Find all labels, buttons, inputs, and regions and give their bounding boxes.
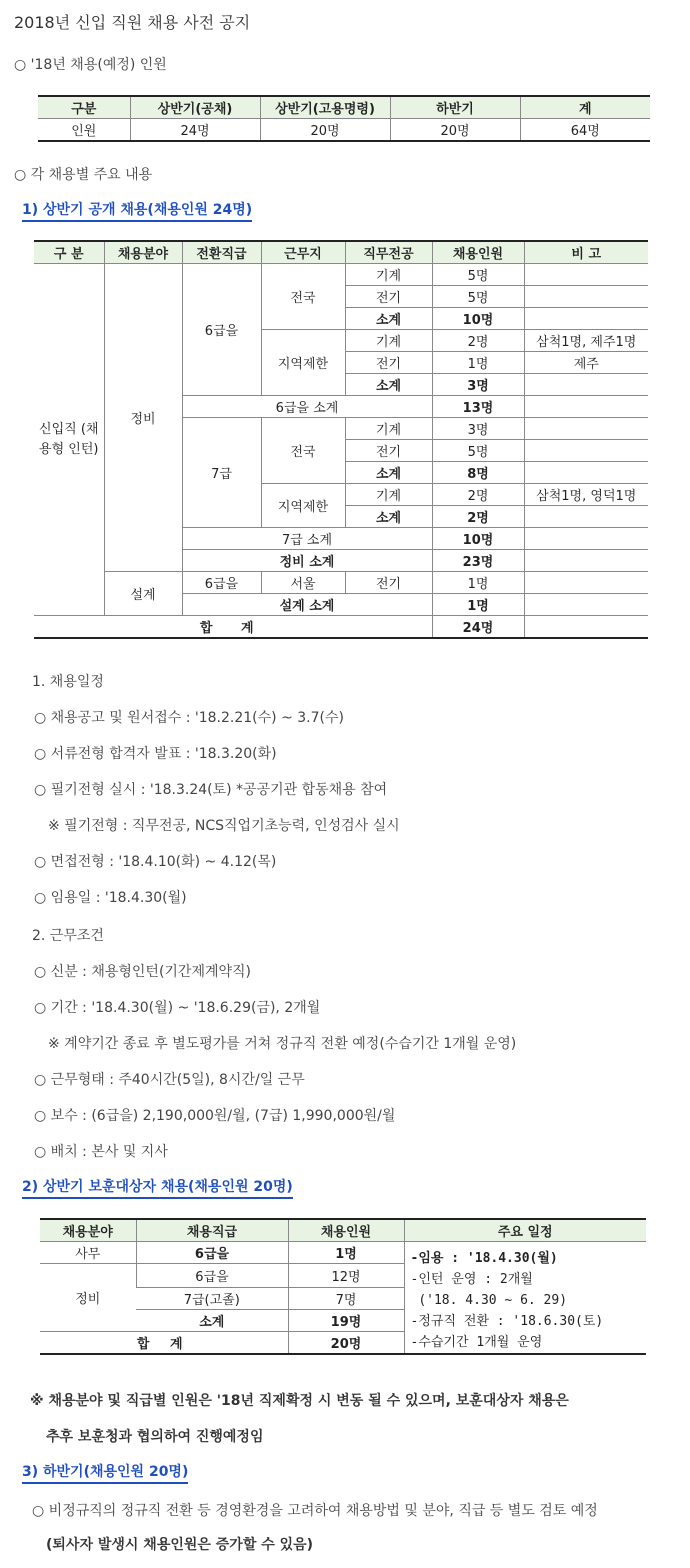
cell-count: 3명 bbox=[432, 418, 524, 440]
schedule-item: -정규직 전환 : '18.6.30(토) bbox=[410, 1314, 604, 1329]
cell-count: 5명 bbox=[432, 264, 524, 286]
condition-line: ○ 배치 : 본사 및 지사 bbox=[34, 1144, 168, 1160]
cell-grand-total: 24명 bbox=[432, 616, 524, 639]
cell-count: 10명 bbox=[432, 528, 524, 550]
cell-mech: 기계 bbox=[345, 330, 432, 352]
cell-schedule bbox=[404, 1242, 646, 1355]
cell-mech: 기계 bbox=[345, 418, 432, 440]
cell-label: 인원 bbox=[38, 119, 130, 142]
cell-count: 1명 bbox=[432, 352, 524, 374]
cell-design-subtotal: 설계 소계 bbox=[182, 594, 432, 616]
cell-count: 10명 bbox=[432, 308, 524, 330]
cell-total: 64명 bbox=[520, 119, 650, 142]
cell-count: 2명 bbox=[432, 506, 524, 528]
conditions-heading: 2. 근무조건 bbox=[32, 928, 104, 944]
cell-note bbox=[524, 374, 648, 396]
schedule-item: -임용 : '18.4.30(월) bbox=[410, 1251, 558, 1266]
th-first-half-open: 상반기(공채) bbox=[130, 96, 260, 119]
cell-count: 1명 bbox=[288, 1242, 404, 1264]
second-half-line: ○ 비정규직의 정규직 전환 등 경영환경을 고려하여 채용방법 및 분야, 직급 등 별도 검토 예정 bbox=[32, 1503, 598, 1519]
schedule-note: ※ 필기전형 : 직무전공, NCS직업기초능력, 인성검사 실시 bbox=[48, 818, 400, 834]
cell-subtotal: 소계 bbox=[345, 374, 432, 396]
cell-mech: 기계 bbox=[345, 484, 432, 506]
note-line: ※ 채용분야 및 직급별 인원은 '18년 직제확정 시 변동 될 수 있으며, 보훈대상자 채용은 bbox=[30, 1393, 569, 1409]
cell-count: 5명 bbox=[432, 286, 524, 308]
heading-veteran-recruit: 2) 상반기 보훈대상자 채용(채용인원 20명) bbox=[22, 1177, 293, 1199]
cell-subtotal: 소계 bbox=[136, 1310, 288, 1332]
cell-grade7: 7급(고졸) bbox=[136, 1288, 288, 1310]
cell-elec: 전기 bbox=[345, 572, 432, 594]
cell-jeongbi: 정비 bbox=[40, 1264, 136, 1332]
cell-grade6: 6급을 bbox=[136, 1242, 288, 1264]
veteran-recruit-table bbox=[40, 1218, 646, 1355]
cell-note: 삼척1명, 영덕1명 bbox=[524, 484, 648, 506]
th-count: 채용인원 bbox=[432, 241, 524, 264]
cell-jeongbi-subtotal: 정비 소계 bbox=[182, 550, 432, 572]
cell-note bbox=[524, 462, 648, 484]
th-grade: 채용직급 bbox=[136, 1219, 288, 1242]
cell-first-half-order: 20명 bbox=[260, 119, 390, 142]
condition-line: ○ 근무형태 : 주40시간(5일), 8시간/일 근무 bbox=[34, 1072, 305, 1088]
cell-subtotal: 소계 bbox=[345, 506, 432, 528]
section-details: ○ 각 채용별 주요 내용 bbox=[14, 167, 153, 183]
cell-grade6: 6급을 bbox=[136, 1264, 288, 1288]
cell-count: 19명 bbox=[288, 1310, 404, 1332]
note-line: 추후 보훈청과 협의하여 진행예정임 bbox=[46, 1429, 264, 1445]
cell-count: 7명 bbox=[288, 1288, 404, 1310]
th-location: 근무지 bbox=[261, 241, 345, 264]
condition-line: ○ 신분 : 채용형인턴(기간제계약직) bbox=[34, 964, 252, 980]
condition-line: ○ 보수 : (6급을) 2,190,000원/월, (7급) 1,990,000원/월 bbox=[34, 1108, 396, 1124]
schedule-item: -수습기간 1개월 운영 bbox=[410, 1335, 543, 1350]
cell-subtotal: 소계 bbox=[345, 308, 432, 330]
schedule-line: ○ 채용공고 및 원서접수 : '18.2.21(수) ~ 3.7(수) bbox=[34, 710, 344, 726]
th-schedule: 주요 일정 bbox=[404, 1219, 646, 1242]
cell-second-half: 20명 bbox=[390, 119, 520, 142]
th-first-half-order: 상반기(고용명령) bbox=[260, 96, 390, 119]
cell-admin: 사무 bbox=[40, 1242, 136, 1264]
schedule-line: ○ 면접전형 : '18.4.10(화) ~ 4.12(목) bbox=[34, 854, 277, 870]
cell-count: 1명 bbox=[432, 594, 524, 616]
cell-count: 13명 bbox=[432, 396, 524, 418]
cell-count: 3명 bbox=[432, 374, 524, 396]
cell-elec: 전기 bbox=[345, 286, 432, 308]
th-total: 계 bbox=[520, 96, 650, 119]
cell-count: 1명 bbox=[432, 572, 524, 594]
cell-elec: 전기 bbox=[345, 352, 432, 374]
cell-note bbox=[524, 418, 648, 440]
open-recruit-table bbox=[34, 240, 648, 639]
cell-note bbox=[524, 506, 648, 528]
cell-count: 2명 bbox=[432, 330, 524, 352]
cell-nationwide: 전국 bbox=[261, 418, 345, 484]
cell-jeongbi: 정비 bbox=[104, 264, 182, 572]
th-major: 직무전공 bbox=[345, 241, 432, 264]
cell-regional: 지역제한 bbox=[261, 484, 345, 528]
cell-grade7-subtotal: 7급 소계 bbox=[182, 528, 432, 550]
th-field: 채용분야 bbox=[40, 1219, 136, 1242]
schedule-item: -인턴 운영 : 2개월 bbox=[410, 1272, 533, 1287]
cell-note bbox=[524, 572, 648, 594]
cell-first-half-open: 24명 bbox=[130, 119, 260, 142]
cell-note bbox=[524, 440, 648, 462]
th-gubun: 구분 bbox=[38, 96, 130, 119]
cell-grand-total-label: 합 계 bbox=[34, 616, 432, 639]
cell-note bbox=[524, 264, 648, 286]
cell-note bbox=[524, 286, 648, 308]
cell-mech: 기계 bbox=[345, 264, 432, 286]
cell-seoul: 서울 bbox=[261, 572, 345, 594]
heading-second-half: 3) 하반기(채용인원 20명) bbox=[22, 1462, 188, 1484]
second-half-note: (퇴사자 발생시 채용인원은 증가할 수 있음) bbox=[46, 1537, 314, 1553]
cell-note: 제주 bbox=[524, 352, 648, 374]
cell-note bbox=[524, 308, 648, 330]
section-headcount: ○ '18년 채용(예정) 인원 bbox=[14, 57, 167, 73]
schedule-line: ○ 서류전형 합격자 발표 : '18.3.20(화) bbox=[34, 746, 277, 762]
th-gubun: 구 분 bbox=[34, 241, 104, 264]
cell-count: 23명 bbox=[432, 550, 524, 572]
cell-count: 12명 bbox=[288, 1264, 404, 1288]
condition-line: ○ 기간 : '18.4.30(월) ~ '18.6.29(금), 2개월 bbox=[34, 1000, 321, 1016]
cell-grade6: 6급을 bbox=[182, 572, 261, 594]
cell-note: 삼척1명, 제주1명 bbox=[524, 330, 648, 352]
cell-note bbox=[524, 550, 648, 572]
cell-count: 2명 bbox=[432, 484, 524, 506]
th-grade: 전환직급 bbox=[182, 241, 261, 264]
cell-elec: 전기 bbox=[345, 440, 432, 462]
schedule-heading: 1. 채용일정 bbox=[32, 674, 104, 690]
th-count: 채용인원 bbox=[288, 1219, 404, 1242]
cell-grade6: 6급을 bbox=[182, 264, 261, 396]
th-second-half: 하반기 bbox=[390, 96, 520, 119]
cell-grade7: 7급 bbox=[182, 418, 261, 528]
cell-count: 5명 bbox=[432, 440, 524, 462]
schedule-line: ○ 필기전형 실시 : '18.3.24(토) *공공기관 합동채용 참여 bbox=[34, 782, 388, 798]
cell-note bbox=[524, 396, 648, 418]
cell-total-label: 합 계 bbox=[40, 1332, 288, 1355]
condition-note: ※ 계약기간 종료 후 별도평가를 거쳐 정규직 전환 예정(수습기간 1개월 운영) bbox=[48, 1036, 517, 1052]
cell-total: 20명 bbox=[288, 1332, 404, 1355]
cell-subtotal: 소계 bbox=[345, 462, 432, 484]
cell-nationwide: 전국 bbox=[261, 264, 345, 330]
cell-note bbox=[524, 528, 648, 550]
cell-note bbox=[524, 594, 648, 616]
th-note: 비 고 bbox=[524, 241, 648, 264]
schedule-item: ('18. 4.30 ~ 6. 29) bbox=[410, 1293, 568, 1308]
cell-regional: 지역제한 bbox=[261, 330, 345, 396]
heading-open-recruit: 1) 상반기 공개 채용(채용인원 24명) bbox=[22, 200, 252, 222]
schedule-line: ○ 임용일 : '18.4.30(월) bbox=[34, 890, 187, 906]
cell-note bbox=[524, 616, 648, 639]
cell-sinip: 신입직 (채용형 인턴) bbox=[34, 264, 104, 616]
headcount-table bbox=[38, 95, 650, 142]
cell-grade6-subtotal: 6급을 소계 bbox=[182, 396, 432, 418]
page-title: 2018년 신입 직원 채용 사전 공지 bbox=[14, 13, 251, 32]
th-field: 채용분야 bbox=[104, 241, 182, 264]
cell-design: 설계 bbox=[104, 572, 182, 616]
cell-count: 8명 bbox=[432, 462, 524, 484]
